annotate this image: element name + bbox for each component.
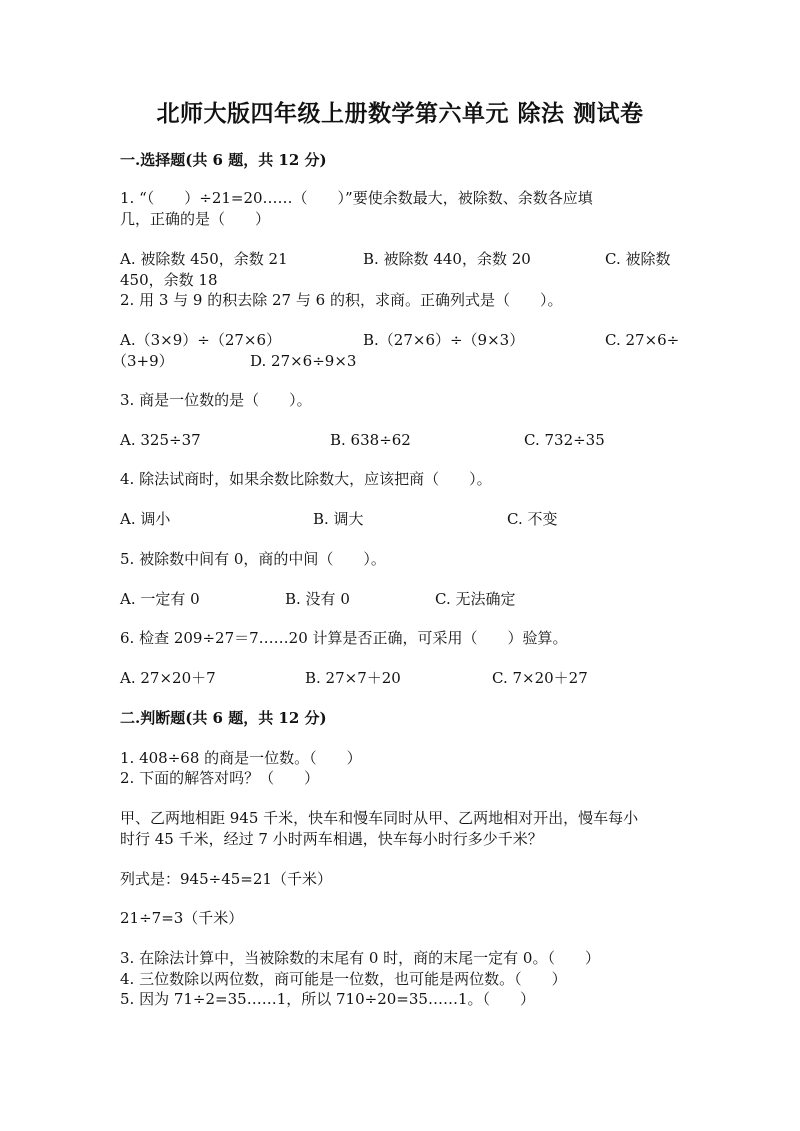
tf-q2-formula1: 列式是：945÷45=21（千米） (120, 870, 332, 888)
tf-q5: 5. 因为 71÷2=35……1，所以 710÷20=35……1。（ ） (120, 990, 535, 1008)
q5-option-b: B. 没有 0 (285, 590, 350, 608)
q2-option-c-cont: （3+9） (112, 352, 174, 370)
q6-stem: 6. 检查 209÷27＝7……20 计算是否正确，可采用（ ）验算。 (120, 629, 568, 647)
tf-q4: 4. 三位数除以两位数，商可能是一位数，也可能是两位数。（ ） (120, 970, 567, 988)
q4-option-a: A. 调小 (120, 510, 171, 528)
tf-q2: 2. 下面的解答对吗？（ ） (120, 769, 320, 787)
q5-option-c: C. 无法确定 (435, 590, 516, 608)
tf-q3: 3. 在除法计算中，当被除数的末尾有 0 时，商的末尾一定有 0。（ ） (120, 949, 600, 967)
q1-option-b: B. 被除数 440，余数 20 (363, 250, 531, 268)
page-title: 北师大版四年级上册数学第六单元 除法 测试卷 (156, 100, 644, 127)
q2-option-b: B.（27×6）÷（9×3） (363, 331, 525, 349)
q3-option-c: C. 732÷35 (524, 431, 605, 449)
q2-option-c: C. 27×6÷ (605, 331, 680, 349)
tf-q2-formula2: 21÷7=3（千米） (120, 909, 244, 927)
q1-stem-line2: 几，正确的是（ ） (120, 210, 271, 228)
q3-stem: 3. 商是一位数的是（ ）。 (120, 391, 312, 409)
q1-stem-line1: 1. “（ ）÷21=20……（ ）”要使余数最大，被除数、余数各应填 (120, 189, 593, 207)
q6-option-c: C. 7×20＋27 (492, 669, 588, 687)
q2-option-a: A.（3×9）÷（27×6） (120, 331, 282, 349)
q4-stem: 4. 除法试商时，如果余数比除数大，应该把商（ ）。 (120, 470, 492, 488)
tf-q2-problem-line2: 时行 45 千米，经过 7 小时两车相遇，快车每小时行多少千米？ (120, 830, 543, 848)
q1-option-a: A. 被除数 450，余数 21 (120, 250, 288, 268)
q3-option-b: B. 638÷62 (330, 431, 411, 449)
q1-option-c: C. 被除数 (605, 250, 671, 268)
q1-option-c-cont: 450，余数 18 (120, 271, 218, 289)
q3-option-a: A. 325÷37 (120, 431, 201, 449)
tf-q1: 1. 408÷68 的商是一位数。（ ） (120, 749, 362, 767)
q2-option-d: D. 27×6÷9×3 (250, 352, 357, 370)
q4-option-c: C. 不变 (507, 510, 558, 528)
q6-option-a: A. 27×20＋7 (120, 669, 216, 687)
q6-option-b: B. 27×7＋20 (305, 669, 401, 687)
q5-option-a: A. 一定有 0 (120, 590, 200, 608)
section2-heading: 二.判断题(共 6 题，共 12 分) (120, 709, 327, 727)
q4-option-b: B. 调大 (313, 510, 364, 528)
section1-heading: 一.选择题(共 6 题，共 12 分) (120, 151, 327, 169)
q5-stem: 5. 被除数中间有 0，商的中间（ ）。 (120, 550, 386, 568)
tf-q2-problem-line1: 甲、乙两地相距 945 千米，快车和慢车同时从甲、乙两地相对开出，慢车每小 (120, 809, 639, 827)
q2-stem: 2. 用 3 与 9 的积去除 27 与 6 的积，求商。正确列式是（ ）。 (120, 291, 563, 309)
